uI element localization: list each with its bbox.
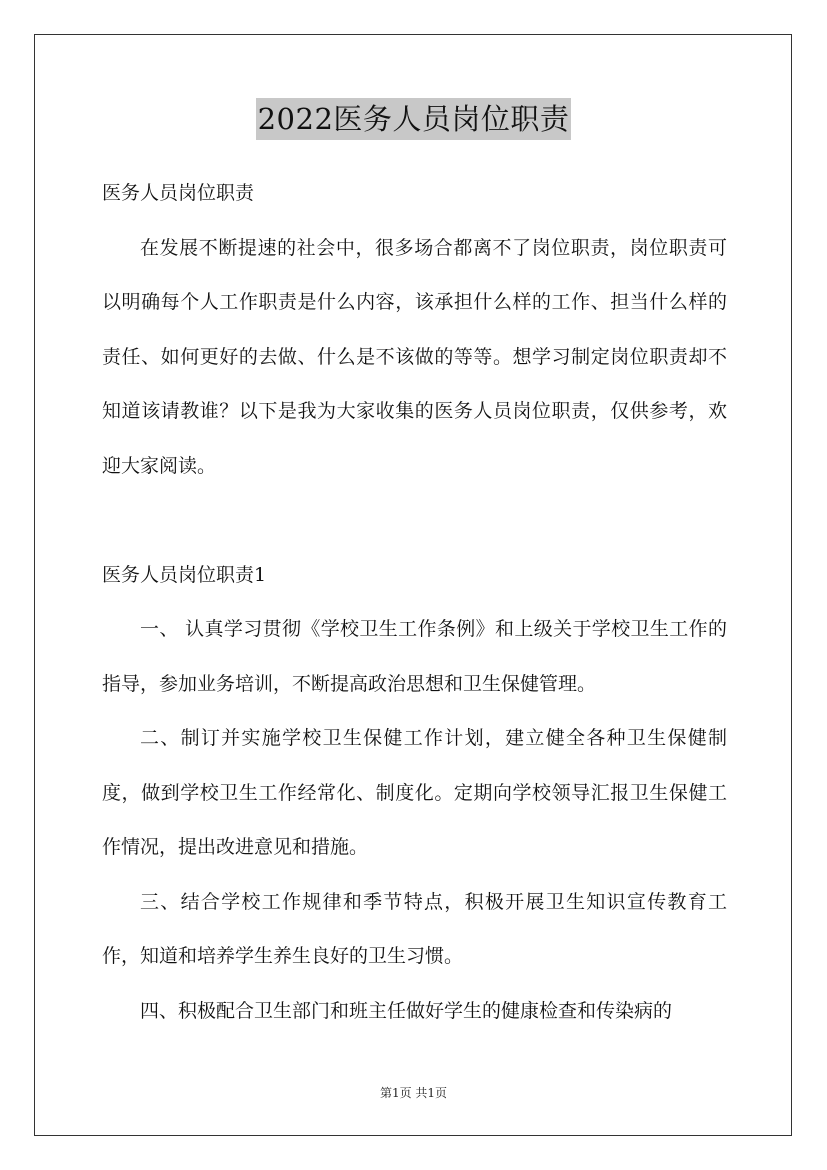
title-container [0, 98, 827, 140]
document-body [102, 166, 727, 1038]
section-heading: 医务人员岗位职责1 [102, 563, 267, 586]
duty-item-4: 四、积极配合卫生部门和班主任做好学生的健康检查和传染病的 [140, 999, 673, 1022]
page-number: 第1页 共1页 [379, 1086, 448, 1100]
blank-line [102, 493, 727, 548]
duty-item-3: 三、结合学校工作规律和季节特点，积极开展卫生知识宣传教育工作，知道和培养学生养生良好的卫生习惯。 [102, 890, 727, 967]
intro-heading: 医务人员岗位职责 [102, 182, 255, 204]
intro-paragraph: 在发展不断提速的社会中，很多场合都离不了岗位职责，岗位职责可以明确每个人工作职责是什么内容，该承担什么样的工作、担当什么样的责任、如何更好的去做、什么是不该做的等等。想学习制定岗位职责却不知道该请教谁？以下是我为大家收集的医务人员岗位职责，仅供参考，欢迎大家阅读。 [102, 236, 727, 477]
duty-item-1: 一、 认真学习贯彻《学校卫生工作条例》和上级关于学校卫生工作的指导，参加业务培训，不断提高政治思想和卫生保健管理。 [102, 618, 727, 695]
duty-item-2: 二、制订并实施学校卫生保健工作计划，建立健全各种卫生保健制度，做到学校卫生工作经常化、制度化。定期向学校领导汇报卫生保健工作情况，提出改进意见和措施。 [102, 727, 727, 858]
document-title: 2022医务人员岗位职责 [256, 98, 572, 140]
page-footer [0, 1084, 827, 1101]
